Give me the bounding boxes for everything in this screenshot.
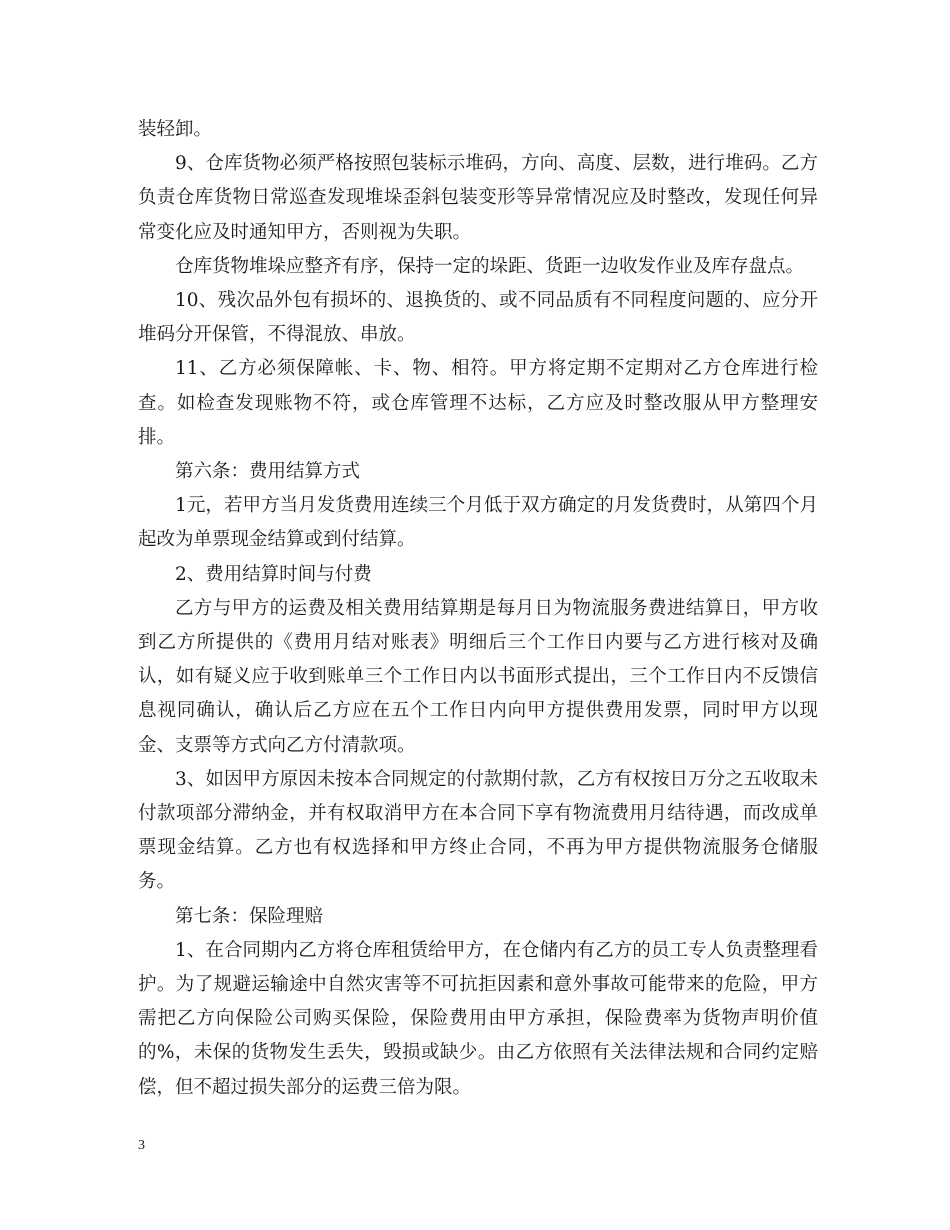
- paragraph-settlement-period: 乙方与甲方的运费及相关费用结算期是每月日为物流服务费进结算日，甲方收到乙方所提供的《费用月结对账表》明细后三个工作日内要与乙方进行核对及确认，如有疑义应于收到账单三个工作日内以书面形式提出，三个工作日内不反馈信息视同确认，确认后乙方应在五个工作日内向甲方提供费用发票，同时甲方以现金、支票等方式向乙方付清款项。: [138, 597, 818, 756]
- paragraph-insurance-1: 1、在合同期内乙方将仓库租赁给甲方，在仓储内有乙方的员工专人负责整理看护。为了规避运输途中自然灾害等不可抗拒因素和意外事故可能带来的危险，甲方需把乙方向保险公司购买保险，保险费用由甲方承担，保险费率为货物声明价值的%，未保的货物发生丢失，毁损或缺少。由乙方依照有关法律法规和合同约定赔偿，但不超过损失部分的运费三倍为限。: [138, 939, 818, 1098]
- paragraph-settlement-2-heading: 2、费用结算时间与付费: [175, 563, 372, 585]
- paragraph-settlement-3: 3、如因甲方原因未按本合同规定的付款期付款，乙方有权按日万分之五收取未付款项部分滞纳金，并有权取消甲方在本合同下享有物流费用月结待遇，而改成单票现金结算。乙方也有权选择和甲方终止合同，不再为甲方提供物流服务仓储服务。: [138, 768, 818, 893]
- paragraph-clause-9: 9、仓库货物必须严格按照包装标示堆码，方向、高度、层数，进行堆码。乙方负责仓库货物日常巡查发现堆垛歪斜包装变形等异常情况应及时整改，发现任何异常变化应及时通知甲方，否则视为失职。: [138, 153, 818, 243]
- paragraph-clause-10: 10、残次品外包有损坏的、退换货的、或不同品质有不同程度问题的、应分开堆码分开保管，不得混放、串放。: [138, 290, 818, 346]
- paragraph-clause-11: 11、乙方必须保障帐、卡、物、相符。甲方将定期不定期对乙方仓库进行检查。如检查发现账物不符，或仓库管理不达标，乙方应及时整改服从甲方整理安排。: [138, 358, 818, 448]
- section-heading-article-6: 第六条：费用结算方式: [175, 461, 361, 483]
- section-heading-article-7: 第七条：保险理赔: [175, 905, 324, 927]
- paragraph-stacking-order: 仓库货物堆垛应整齐有序，保持一定的垛距、货距一边收发作业及库存盘点。: [175, 255, 805, 277]
- paragraph-settlement-1: 1元，若甲方当月发货费用连续三个月低于双方确定的月发货费时，从第四个月起改为单票现金结算或到付结算。: [138, 495, 818, 551]
- paragraph-continuation: 装轻卸。: [138, 119, 213, 140]
- page-number: 3: [138, 1138, 145, 1153]
- document-body: [138, 113, 818, 1105]
